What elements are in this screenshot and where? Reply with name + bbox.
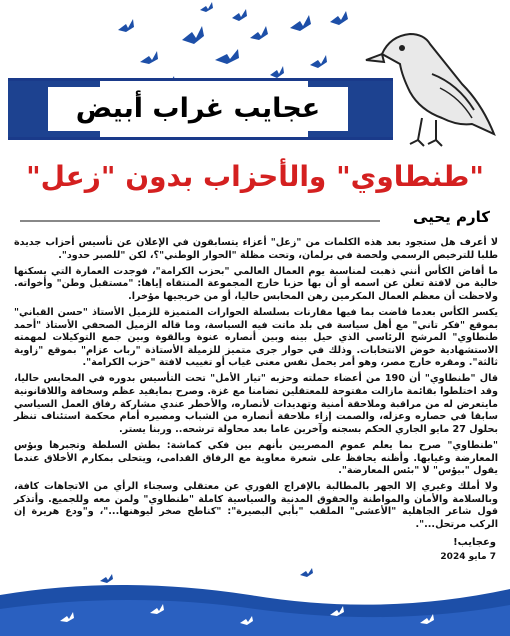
- article-paragraph: ما أفاض الكأس أنني ذهبت لمناسبة يوم العمال العالمي "بحزب الكرامة"، فوجدت العمارة التي يسكنها خالية من لافتة تعلن عن اسمه أو أن بها حزبا خارج المجموعة المنتقاه إياها: "مستقبل وطن" وأخواته. ولاحظت أن معظم العمال المكرمين رهن المحابس حاليا، أو من خريجيها مؤخرا.: [14, 265, 498, 302]
- article-date: 7 مايو 2024: [440, 552, 496, 562]
- masthead-banner: [8, 78, 393, 140]
- article-paragraph: يكسر الكأس بعدما فاضت بما فيها مقارنات بسلسلة الحوارات المتميزة للزميل الأستاذ "حسن القباني" بموقع "فكر تاني" مع أهل سياسة في بلد ماتت فيه السياسة، وما قاله الزميل الصحفي الأستاذ "أحمد طنطاوي" المرشح الرئاسي الذي حيل بينه وبين أنصاره عنوة وبالقوة وبين جمع التوكيلات لمهمته الاستشهادية خوض الانتخابات. وذلك في حوار جرى متميز للزميلة الأستاذة "رباب عزام" بموقع "زاوية ثالثة". ومقره خارج مصر، وهو أمر يحمل نفس معنى غياب أو تغييب لافتة "حزب الكرامة".: [14, 306, 498, 369]
- article-headline: "طنطاوي" والأحزاب بدون "زعل": [26, 160, 484, 193]
- article-paragraph: قال "طنطاوي" أن 190 من أعضاء حملته وحزبه "تيار الأمل" تحت التأسيس بدوره في المحابس حاليا، وقد اختلطوا بقائمة مازالت مفتوحة للمعتقلين تضامنا مع غزة. وصرح بمايفيد عظم وسخافة واللاقانونية مايتعرض له من مراقبة وملاحقة أمنية وتهديدات لأنصاره، والأخطر عندي مشاركة رفاق العمل السياسي سابقا في حصاره وعزله، والصمت إزاء ملاحقة أنصاره من الشباب ومصيره أمام محكمة استئناف تنظر بحلول 27 مايو الجاري الحكم بسجنه وآخرين عاما بعد محاولة ترشحه.. وربنا يستر.: [14, 373, 498, 435]
- article-signoff: وعجايب!: [453, 537, 496, 548]
- masthead-title: عجايب غراب أبيض: [48, 87, 348, 131]
- article-paragraph: "طنطاوي" صرح بما يعلم عموم المصريين بأنهم بين فكي كماشة: بطش السلطة وتجبرها وبؤس المعارضة وغيابها. وأظنه يحافظ على شعرة معاوية مع الرفاق القدامى، ويتحلى بمكارم الأخلاق عندما يقول "بيؤس" لا "بئس المعارضة".: [14, 439, 498, 477]
- author-name: كارم يحيى: [413, 208, 490, 226]
- article-paragraph: ولا أملك وغيري إلا الجهر بالمطالبة بالإفراج الفوري عن معتقلي وسجناء الرأي من الاتجاهات كافة، وبالسلامة والأمان والمواطنة والحقوق المدنية والسياسية كاملة "طنطاوي" ولمن معه وللجميع. وأتذكر قول شاعر الجاهلية "الأعشى" الملقب "بأبي البصيرة": "كناطح صخر ليوهنها..."، و"ودع هريرة إن الركب مرتحل...".: [14, 481, 498, 530]
- byline-divider: [20, 220, 380, 222]
- bottom-wave-birds-decoration: [0, 565, 510, 636]
- author-byline: [20, 208, 490, 232]
- article-paragraph: لا أعرف هل ستجود بعد هذه الكلمات من "زعل" أعزاء يتسابقون في الإعلان عن تأسيس أحزاب جديدة طلبا للترخيص الرسمي ولحصة في برلمان، وتحت مظلة "الحوار الوطني"؟، لكن "للصبر حدود".: [14, 237, 498, 261]
- white-crow-logo: [362, 14, 504, 150]
- article-body: [14, 237, 498, 535]
